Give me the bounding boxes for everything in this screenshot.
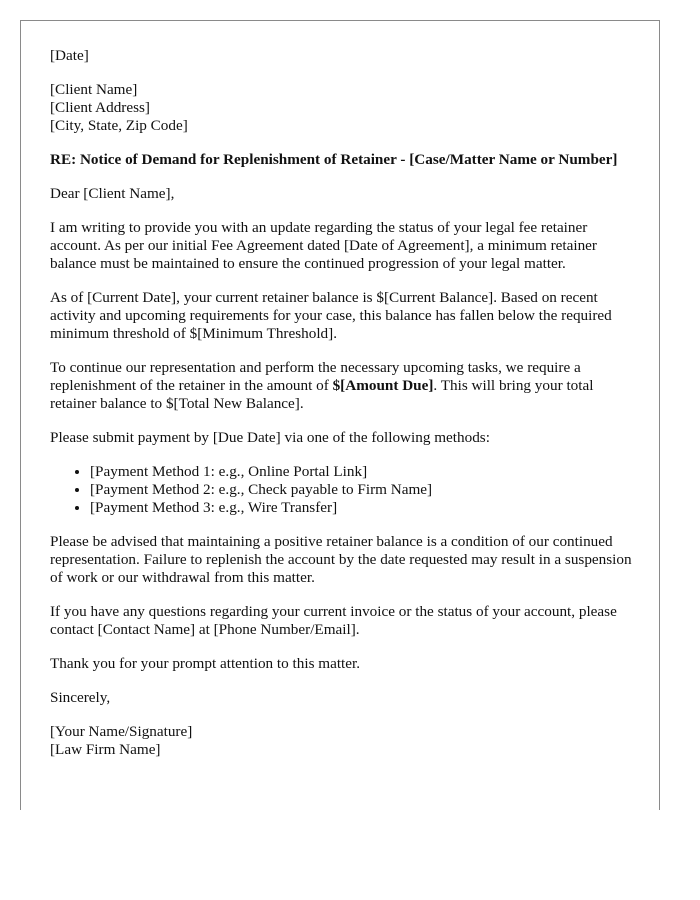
client-city-state-zip: [City, State, Zip Code]: [50, 117, 188, 134]
paragraph-account-status: I am writing to provide you with an update regarding the status of your legal fee retainer account. As per our initial Fee Agreement dated [Date of Agreement], a minimum retainer balance must be maintained to ensure the continued progression of your legal matter.: [50, 219, 597, 272]
closing: Sincerely,: [50, 689, 111, 706]
letter-page: [20, 20, 660, 810]
payment-methods-list: [50, 463, 640, 517]
letter-body: [50, 47, 640, 775]
payment-instructions: Please submit payment by [Due Date] via one of the following methods:: [50, 429, 490, 446]
paragraph-replenishment: [50, 359, 640, 413]
signature-name: [Your Name/Signature]: [50, 723, 193, 740]
payment-method-item: • [Payment Method 2: e.g., Check payable to Firm Name]: [90, 481, 640, 499]
replenishment-text-end: . This will bring your total retainer balance to $[Total New Balance].: [50, 377, 594, 412]
thank-you-line: Thank you for your prompt attention to this matter.: [50, 655, 361, 672]
signature-block: [50, 723, 640, 759]
replenishment-text-start: To continue our representation and perform the necessary upcoming tasks, we require a replenishment of the retainer in the amount of: [50, 359, 581, 394]
law-firm-name: [Law Firm Name]: [50, 741, 161, 758]
paragraph-advisory: Please be advised that maintaining a positive retainer balance is a condition of our continued representation. Failure to replenish the account by the date requested may result in a suspension of work or our withdrawal from this matter.: [50, 533, 632, 586]
paragraph-questions: If you have any questions regarding your current invoice or the status of your account, please contact [Contact Name] at [Phone Number/Email].: [50, 603, 617, 638]
recipient-block: [50, 81, 640, 135]
payment-method-item: • [Payment Method 3: e.g., Wire Transfer]: [90, 499, 640, 517]
payment-method-item: • [Payment Method 1: e.g., Online Portal Link]: [90, 463, 640, 481]
letter-date: [Date]: [50, 47, 89, 64]
subject-line: RE: Notice of Demand for Replenishment of Retainer - [Case/Matter Name or Number]: [50, 151, 618, 168]
client-name: [Client Name]: [50, 81, 138, 98]
salutation: Dear [Client Name],: [50, 185, 175, 202]
client-address: [Client Address]: [50, 99, 150, 116]
paragraph-current-balance: As of [Current Date], your current retainer balance is $[Current Balance]. Based on recent activity and upcoming requirements for your case, this balance has fallen below the required minimum threshold of $[Minimum Threshold].: [50, 289, 612, 342]
amount-due: $[Amount Due]: [332, 377, 434, 394]
